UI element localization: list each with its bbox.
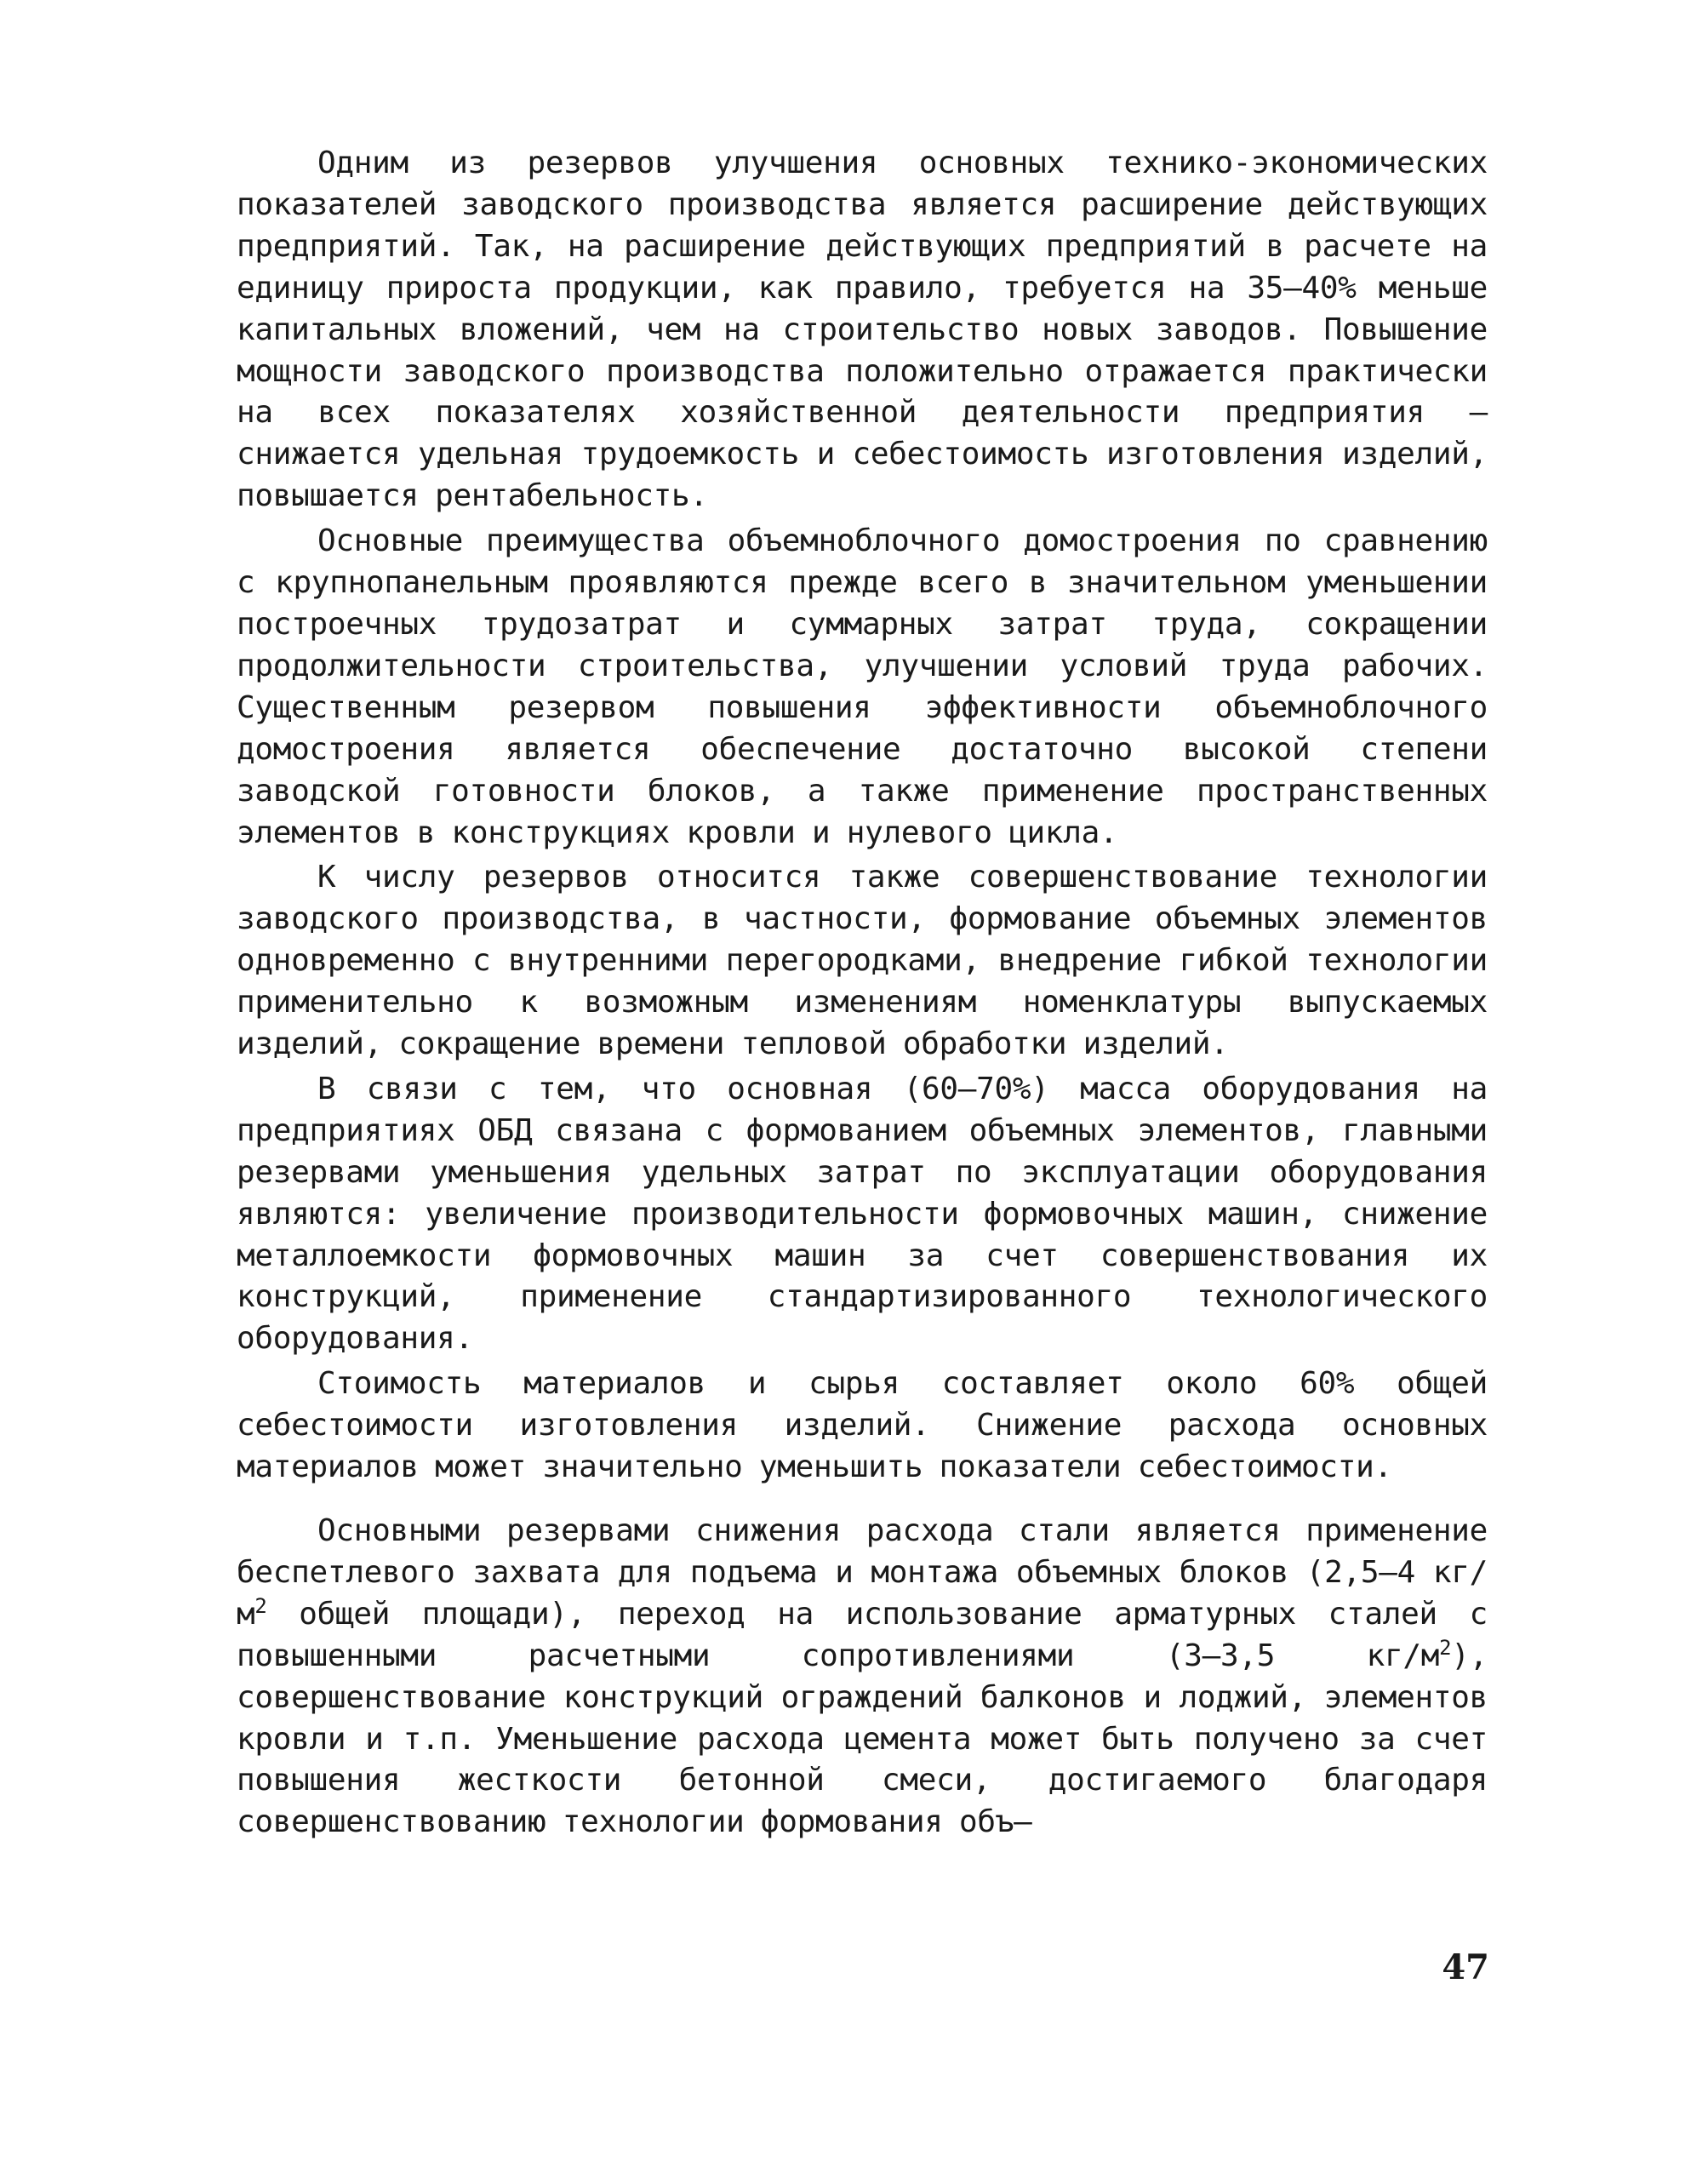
paragraph-6-part-2: общей площади), переход на использование арматурных сталей с повышенными расчетными сопротивлениями (3–3,5 кг/м (237, 1596, 1488, 1673)
paragraph-2: Основные преимущества объемноблочного домостроения по сравнению с крупнопанельным проявляются прежде всего в значительном уменьшении построечных трудозатрат и суммарных затрат труда, сокращении продолжительности строительства, улучшении условий труда рабочих. Существенным резервом повышения эффективности объемноблочного домостроения является обеспечение достаточно высокой степени заводской готовности блоков, а также применение пространственных элементов в конструкциях кровли и нулевого цикла. (237, 523, 1488, 850)
page-number: 47 (1442, 1947, 1489, 1987)
superscript-square-2: 2 (1439, 1635, 1452, 1660)
paragraph-1: Одним из резервов улучшения основных технико-экономических показателей заводского производства является расширение действующих предприятий. Так, на расширение действующих предприятий в расчете на единицу прироста продукции, как правило, требуется на 35–40% меньше капитальных вложений, чем на строительство новых заводов. Повышение мощности заводского производства положительно отражается практически на всех показателях хозяйственной деятельности предприятия – снижается удельная трудоемкость и себестоимость изготовления изделий, повышается рентабельность. (237, 146, 1488, 514)
paragraph-6-part-1: Основными резервами снижения расхода стали является применение беспетлевого захвата для подъема и монтажа объемных блоков (2,5–4 кг/м (237, 1513, 1488, 1632)
paragraph-4: В связи с тем, что основная (60–70%) масса оборудования на предприятиях ОБД связана с формованием объемных элементов, главными резервами уменьшения удельных затрат по эксплуатации оборудования являются: увеличение производительности формовочных машин, снижение металлоемкости формовочных машин за счет совершенствования их конструкций, применение стандартизированного технологического оборудования. (237, 1071, 1488, 1357)
page-body (237, 143, 1488, 1847)
superscript-square-1: 2 (254, 1593, 267, 1618)
paragraph-5: Стоимость материалов и сырья составляет около 60% общей себестоимости изготовления изделий. Снижение расхода основных материалов может значительно уменьшить показатели себестоимости. (237, 1366, 1488, 1485)
paragraph-6-part-3: ), совершенствование конструкций ограждений балконов и лоджий, элементов кровли и т.п. Уменьшение расхода цемента может быть получено за счет повышения жесткости бетонной смеси, достигаемого благодаря совершенствованию технологии формования объ– (237, 1638, 1488, 1840)
paragraph-6 (237, 1511, 1488, 1844)
paragraph-3: К числу резервов относится также совершенствование технологии заводского производства, в частности, формование объемных элементов одновременно с внутренними перегородками, внедрение гибкой технологии применительно к возможным изменениям номенклатуры выпускаемых изделий, сокращение времени тепловой обработки изделий. (237, 860, 1488, 1062)
